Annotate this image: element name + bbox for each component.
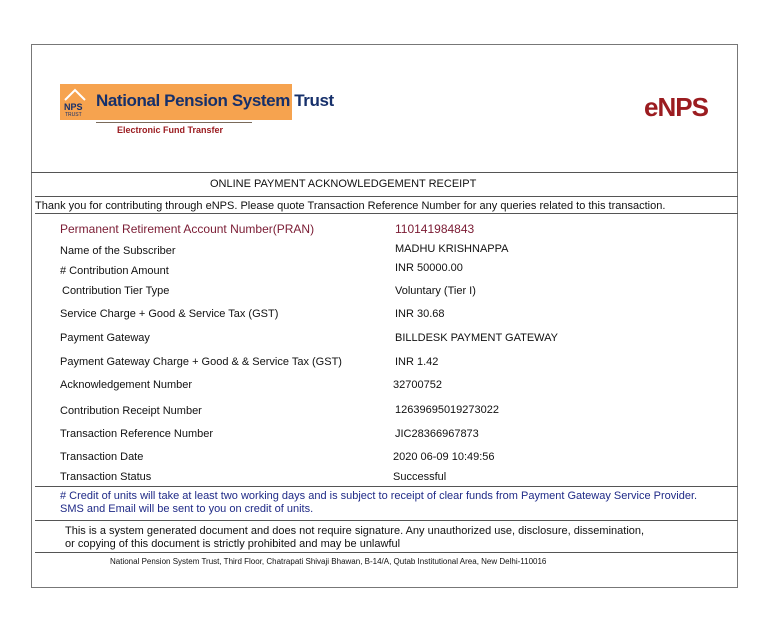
acknowledgement-number-label: Acknowledgement Number xyxy=(60,379,193,391)
transaction-reference-value: JIC28366967873 xyxy=(395,428,479,440)
transaction-status-label: Transaction Status xyxy=(60,471,152,483)
subscriber-name-value: MADHU KRISHNAPPA xyxy=(395,243,509,255)
header-divider xyxy=(31,172,738,173)
service-charge-value: INR 30.68 xyxy=(395,308,445,320)
disclaimer-line-1: This is a system generated document and does not require signature. Any unauthorized use, disclosure, dissemination, xyxy=(65,525,645,537)
fields-divider xyxy=(35,486,738,487)
receipt-title: ONLINE PAYMENT ACKNOWLEDGEMENT RECEIPT xyxy=(210,178,477,190)
subscriber-name-label: Name of the Subscriber xyxy=(60,245,176,257)
disclaimer-divider xyxy=(35,552,738,553)
receipt-number-value: 12639695019273022 xyxy=(395,404,500,416)
receipt-number-label: Contribution Receipt Number xyxy=(60,405,202,417)
intro-divider xyxy=(35,213,738,214)
disclaimer xyxy=(65,525,644,551)
disclaimer-line-2: or copying of this document is strictly prohibited and may be unlawful xyxy=(65,538,401,550)
gateway-charge-value: INR 1.42 xyxy=(395,356,439,368)
transaction-date-label: Transaction Date xyxy=(60,451,144,463)
credit-note-line-1: # Credit of units will take at least two working days and is subject to receipt of clear funds from Payment Gateway Service Provider. xyxy=(60,490,698,502)
note-divider xyxy=(35,520,738,521)
tier-type-value: Voluntary (Tier I) xyxy=(395,285,476,297)
credit-note-line-2: SMS and Email will be sent to you on credit of units. xyxy=(60,503,314,515)
tier-type-label: Contribution Tier Type xyxy=(62,285,170,297)
gateway-charge-label: Payment Gateway Charge + Good & & Service Tax (GST) xyxy=(60,356,342,368)
transaction-date-value: 2020 06-09 10:49:56 xyxy=(393,451,495,463)
logo-divider xyxy=(96,122,252,123)
logo-text: NPS xyxy=(64,102,83,112)
pran-label: Permanent Retirement Account Number(PRAN) xyxy=(60,222,315,236)
transaction-status-value: Successful xyxy=(393,471,447,483)
pran-value: 110141984843 xyxy=(395,222,475,236)
header-subtitle: Electronic Fund Transfer xyxy=(117,125,224,135)
intro-text: Thank you for contributing through eNPS. Please quote Transaction Reference Number for any queries related to this transaction. xyxy=(35,200,666,212)
trust-address: National Pension System Trust, Third Floor, Chatrapati Shivaji Bhawan, B-14/A, Qutab Institutional Area, New Delhi-110016 xyxy=(110,557,547,566)
logo-subtext: TRUST xyxy=(65,112,82,118)
nps-logo-icon xyxy=(62,86,88,118)
payment-gateway-label: Payment Gateway xyxy=(60,332,150,344)
contribution-amount-value: INR 50000.00 xyxy=(395,262,463,274)
credit-note xyxy=(60,490,697,516)
service-charge-label: Service Charge + Good & Service Tax (GST) xyxy=(60,308,279,320)
payment-gateway-value: BILLDESK PAYMENT GATEWAY xyxy=(395,332,559,344)
contribution-amount-label: # Contribution Amount xyxy=(60,265,169,277)
org-name: National Pension System Trust xyxy=(96,91,334,110)
title-divider xyxy=(35,196,738,197)
enps-brand: eNPS xyxy=(644,92,708,122)
acknowledgement-number-value: 32700752 xyxy=(393,379,442,391)
transaction-reference-label: Transaction Reference Number xyxy=(60,428,214,440)
